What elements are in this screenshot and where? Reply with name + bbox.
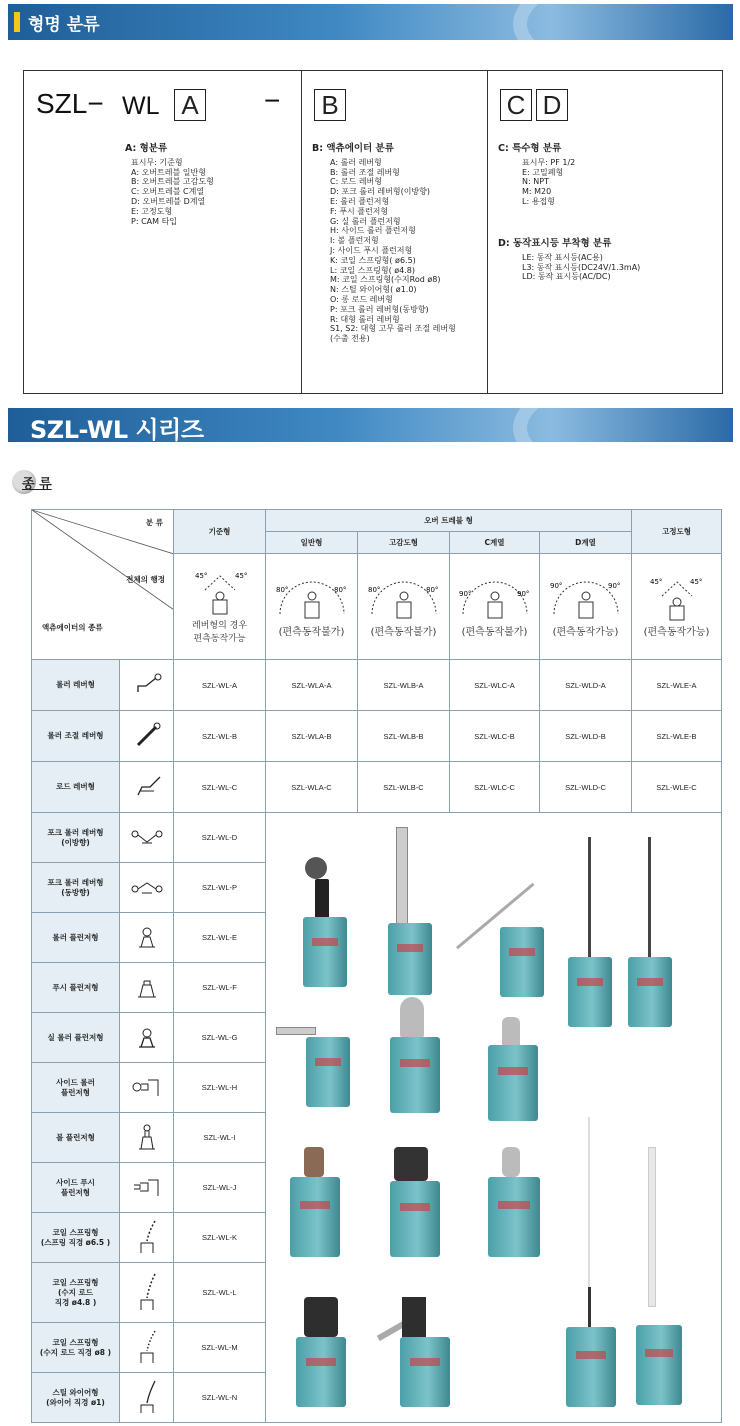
model-code: SZL-WL-E (174, 913, 266, 963)
actuator-name: 코일 스프링형 (스프링 직경 ø6.5 ) (32, 1213, 120, 1263)
stroke-cell-gijun (174, 554, 266, 660)
list-item: (수출 전용) (330, 334, 370, 344)
actuator-name: 사이드 푸시 플런저형 (32, 1163, 120, 1213)
product-photo-area (266, 813, 722, 1423)
section-b (312, 144, 456, 344)
fork-roller-lever-same-icon (120, 863, 174, 913)
code-box-c: C (500, 89, 532, 121)
list-item: P: 포크 롤러 레버형(동방향) (330, 304, 429, 314)
list-item: D: 포크 롤러 레버형(이방향) (330, 187, 431, 197)
table-row (32, 660, 722, 711)
banner-title: 형명 분류 (28, 15, 100, 35)
list-item: O: 롱 로드 레버형 (330, 294, 393, 304)
list-item: F: 푸시 플런저형 (330, 206, 389, 216)
stroke-cell-e (632, 554, 722, 660)
actuator-name: 코일 스프링형 (수지 로드 직경 ø4.8 ) (32, 1263, 120, 1323)
list-item: J: 사이드 푸시 플런저형 (330, 245, 413, 255)
steel-wire-icon (120, 1373, 174, 1423)
header-gijun: 기준형 (174, 510, 266, 554)
stroke-diagram-icon (455, 574, 535, 624)
stroke-cell-a (266, 554, 358, 660)
list-item: LE: 동작 표시등(AC용) (522, 252, 603, 262)
coil-spring-resin-icon (120, 1323, 174, 1373)
divider (301, 71, 302, 393)
model-code: SZL-WLB-B (358, 711, 450, 762)
model-code-box (23, 70, 723, 394)
seal-roller-plunger-icon (120, 1013, 174, 1063)
code-dash: − (264, 85, 281, 116)
code-box-b: B (314, 89, 346, 121)
section-banner-series (8, 408, 733, 442)
list-item: G: 실 롤러 플런저형 (330, 216, 401, 226)
coil-spring-icon (120, 1213, 174, 1263)
angle-label: 90° (458, 589, 471, 598)
actuator-name: 푸시 플런저형 (32, 963, 120, 1013)
side-roller-plunger-icon (120, 1063, 174, 1113)
list-item: A: 롤러 레버형 (330, 157, 382, 167)
list-item: L: 코일 스프링형( ø4.8) (330, 265, 416, 275)
code-box-d: D (536, 89, 568, 121)
list-item: B: 오버트레블 고감도형 (131, 177, 214, 187)
list-item: S1, S2: 대형 고무 롤러 조절 레버형 (330, 324, 456, 334)
model-code: SZL-WL-J (174, 1163, 266, 1213)
model-code: SZL-WLD-A (540, 660, 632, 711)
header-sub-c: C계열 (450, 532, 540, 554)
actuator-name: 볼 플런저형 (32, 1113, 120, 1163)
actuator-name: 스틸 와이어형 (와이어 직경 ø1) (32, 1373, 120, 1423)
code-box-a: A (174, 89, 206, 121)
angle-label: 90° (516, 589, 529, 598)
header-overtravel: 오버 트레블 형 (266, 510, 632, 532)
list-item: C: 오버트레블 C계열 (131, 187, 205, 197)
section-c-title: C: 특수형 분류 (498, 143, 562, 154)
list-item: 표시무: 기준형 (131, 157, 183, 167)
angle-label: 90° (607, 581, 620, 590)
stroke-note: (편측동작불가) (370, 626, 437, 638)
stroke-note: (편측동작가능) (643, 626, 710, 638)
ball-plunger-icon (120, 1113, 174, 1163)
header-sub-d: D계열 (540, 532, 632, 554)
stroke-diagram-icon (185, 568, 255, 618)
angle-label: 80° (425, 585, 438, 594)
model-code: SZL-WLD-C (540, 762, 632, 813)
model-code: SZL-WL-F (174, 963, 266, 1013)
section-banner-classification (8, 4, 733, 40)
header-haengjeong: 전체의 행정 (126, 575, 165, 584)
list-item: 표시무: PF 1/2 (522, 157, 576, 167)
model-code: SZL-WLC-A (450, 660, 540, 711)
model-code: SZL-WL-B (174, 711, 266, 762)
model-code: SZL-WL-H (174, 1063, 266, 1113)
header-fixed: 고정도형 (632, 510, 722, 554)
angle-label: 45° (689, 577, 702, 586)
table-row (32, 711, 722, 762)
list-item: N: NPT (522, 177, 549, 187)
stroke-cell-c (450, 554, 540, 660)
model-code: SZL-WL-K (174, 1213, 266, 1263)
model-code: SZL-WL-P (174, 863, 266, 913)
model-code: SZL-WL-G (174, 1013, 266, 1063)
list-item: D: 오버트레블 D계열 (131, 196, 206, 206)
angle-label: 45° (234, 571, 247, 580)
actuator-name: 로드 레버형 (32, 762, 120, 813)
section-a (125, 144, 214, 226)
adjustable-roller-lever-icon (120, 711, 174, 762)
angle-label: 80° (333, 585, 346, 594)
list-item: B: 롤러 조절 레버형 (330, 167, 400, 177)
actuator-name: 롤러 레버형 (32, 660, 120, 711)
actuator-name: 코일 스프링형 (수지 로드 직경 ø8 ) (32, 1323, 120, 1373)
stroke-note: (편측동작가능) (552, 626, 619, 638)
model-code: SZL-WLD-B (540, 711, 632, 762)
list-item: N: 스틸 와이어형( ø1.0) (330, 285, 417, 295)
stroke-diagram-icon (546, 574, 626, 624)
subsection-title: 종 류 (22, 477, 52, 492)
list-item: H: 사이드 롤러 플런저형 (330, 226, 416, 236)
header-bunryu: 분 류 (145, 518, 163, 527)
stroke-note: (편측동작불가) (278, 626, 345, 638)
list-item: L: 용접형 (522, 196, 555, 206)
stroke-note: (편측동작불가) (461, 626, 528, 638)
model-code: SZL-WL-D (174, 813, 266, 863)
model-code: SZL-WLB-A (358, 660, 450, 711)
roller-plunger-icon (120, 913, 174, 963)
rod-lever-icon (120, 762, 174, 813)
actuator-name: 포크 롤러 레버형 (동방향) (32, 863, 120, 913)
banner-title: SZL-WL 시리즈 (30, 416, 204, 442)
list-item: E: 고정도형 (131, 206, 173, 216)
model-code: SZL-WL-A (174, 660, 266, 711)
stroke-note: 레버형의 경우 편측동작가능 (191, 620, 248, 644)
fork-roller-lever-icon (120, 813, 174, 863)
table-row (32, 762, 722, 813)
angle-label: 80° (275, 585, 288, 594)
model-code: SZL-WLB-C (358, 762, 450, 813)
header-sub-b: 고감도형 (358, 532, 450, 554)
code-wl: WL (122, 92, 160, 120)
stroke-cell-b (358, 554, 450, 660)
banner-decoration (513, 408, 733, 442)
stroke-cell-d (540, 554, 632, 660)
actuator-name: 사이드 롤러 플런저형 (32, 1063, 120, 1113)
model-code: SZL-WL-C (174, 762, 266, 813)
model-code: SZL-WL-M (174, 1323, 266, 1373)
product-photos (266, 817, 721, 1419)
header-sub-a: 일반형 (266, 532, 358, 554)
types-table (31, 509, 722, 1423)
list-item: A: 오버트레블 일반형 (131, 167, 206, 177)
angle-label: 90° (549, 581, 562, 590)
actuator-name: 실 롤러 플런저형 (32, 1013, 120, 1063)
section-b-title: B: 액츄에이터 분류 (312, 143, 394, 154)
list-item: M: M20 (522, 187, 552, 197)
coil-spring-rod-icon (120, 1263, 174, 1323)
list-item: C: 로드 레버형 (330, 177, 383, 187)
model-code: SZL-WLA-B (266, 711, 358, 762)
header-diagonal-cell (32, 510, 174, 660)
list-item: L3: 동작 표시등(DC24V/1.3mA) (522, 262, 641, 272)
table-row (32, 813, 722, 863)
list-item: E: 롤러 플런저형 (330, 196, 390, 206)
accent-bar (14, 12, 20, 32)
angle-label: 45° (194, 571, 207, 580)
section-d-title: D: 동작표시등 부착형 분류 (498, 238, 612, 249)
list-item: M: 코일 스프링형(수지Rod ø8) (330, 275, 441, 285)
section-d (498, 239, 640, 282)
divider (487, 71, 488, 393)
header-actuator: 액츄에이터의 종류 (42, 623, 103, 632)
list-item: LD: 동작 표시등(AC/DC) (522, 272, 611, 282)
model-code: SZL-WL-I (174, 1113, 266, 1163)
subsection-heading (8, 470, 68, 496)
model-code: SZL-WL-L (174, 1263, 266, 1323)
model-code: SZL-WLA-C (266, 762, 358, 813)
actuator-name: 롤러 플런저형 (32, 913, 120, 963)
list-item: I: 볼 플런저형 (330, 236, 379, 246)
stroke-diagram-icon (364, 574, 444, 624)
section-c (498, 144, 575, 207)
model-code: SZL-WLA-A (266, 660, 358, 711)
model-code: SZL-WLE-C (632, 762, 722, 813)
model-code: SZL-WLE-A (632, 660, 722, 711)
stroke-diagram-icon (272, 574, 352, 624)
angle-label: 80° (367, 585, 380, 594)
list-item: K: 코일 스프링형( ø6.5) (330, 255, 416, 265)
section-a-title: A: 형분류 (125, 143, 168, 154)
actuator-name: 포크 롤러 레버형 (이방향) (32, 813, 120, 863)
model-code: SZL-WLC-B (450, 711, 540, 762)
list-item: E: 고밀폐형 (522, 167, 564, 177)
stroke-diagram-icon (642, 574, 712, 624)
side-push-plunger-icon (120, 1163, 174, 1213)
actuator-name: 롤러 조절 레버형 (32, 711, 120, 762)
roller-lever-icon (120, 660, 174, 711)
model-code: SZL-WLE-B (632, 711, 722, 762)
list-item: P: CAM 타입 (131, 216, 178, 226)
angle-label: 45° (649, 577, 662, 586)
push-plunger-icon (120, 963, 174, 1013)
code-prefix: SZL− (36, 88, 104, 119)
model-code: SZL-WL-N (174, 1373, 266, 1423)
model-code: SZL-WLC-C (450, 762, 540, 813)
banner-decoration (513, 4, 733, 40)
list-item: R: 대형 롤러 레버형 (330, 314, 400, 324)
